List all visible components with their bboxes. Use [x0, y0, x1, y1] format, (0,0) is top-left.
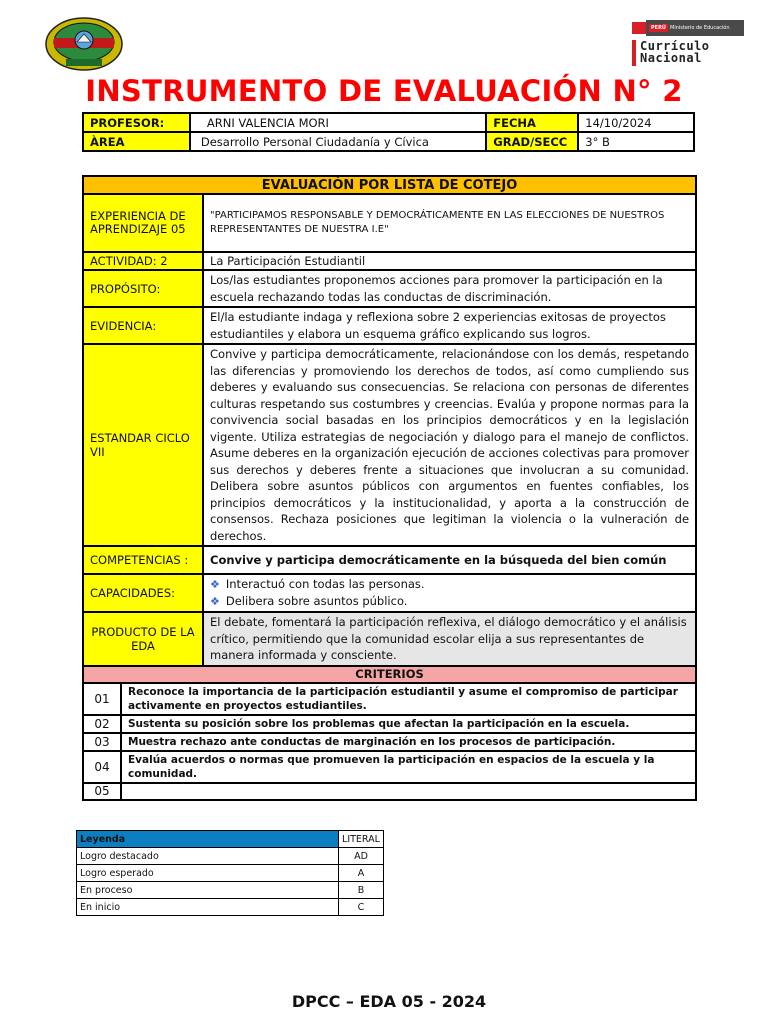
evidencia-label: EVIDENCIA:: [83, 307, 203, 344]
logo-accent-bar: [632, 40, 636, 66]
ministry-banner: PERÚ Ministerio de Educación: [646, 20, 744, 36]
school-crest-logo: [44, 16, 124, 72]
capacidades-label: CAPACIDADES:: [83, 574, 203, 612]
legend-label: Logro destacado: [77, 848, 339, 865]
competencias-value: Convive y participa democráticamente en la búsqueda del bien común: [203, 546, 696, 574]
criterio-text: Evalúa acuerdos o normas que promueven la participación en espacios de la escuela y la comunidad.: [121, 751, 696, 783]
evaluation-table: [82, 175, 697, 801]
fecha-value: 14/10/2024: [578, 113, 694, 132]
legend-literal: C: [339, 899, 384, 916]
legend-row: [77, 865, 384, 882]
area-label: ÀREA: [83, 132, 190, 151]
legend-label: En proceso: [77, 882, 339, 899]
producto-value: El debate, fomentará la participación reflexiva, el diálogo democrático y el análisis crítico, permitiendo que la comunidad escolar elija a sus representantes de manera informada y consciente.: [203, 612, 696, 666]
area-value: Desarrollo Personal Ciudadanía y Cívica: [190, 132, 486, 151]
criterio-number: 04: [83, 751, 121, 783]
diamond-bullet-icon: ❖: [210, 595, 220, 608]
criterio-row: [83, 783, 696, 800]
legend-literal-header: LITERAL: [339, 831, 384, 848]
producto-label: PRODUCTO DE LA EDA: [83, 612, 203, 666]
criterio-row: [83, 715, 696, 733]
criterio-number: 03: [83, 733, 121, 751]
header-info-table: [82, 112, 695, 152]
capacidades-list: [203, 574, 696, 612]
proposito-value: Los/las estudiantes proponemos acciones para promover la participación en la escuela rechazando todas las conductas de discriminación.: [203, 270, 696, 307]
legend-label: Logro esperado: [77, 865, 339, 882]
capacidad-item: ❖ Interactuó con todas las personas.: [210, 577, 425, 591]
legend-table: [76, 830, 384, 916]
legend-label: En inicio: [77, 899, 339, 916]
criterio-text: Sustenta su posición sobre los problemas que afectan la participación en la escuela.: [121, 715, 696, 733]
legend-row: [77, 899, 384, 916]
document-title: INSTRUMENTO DE EVALUACIÓN N° 2: [85, 74, 683, 108]
capacidad-item: ❖ Delibera sobre asuntos público.: [210, 594, 408, 608]
criterio-number: 01: [83, 683, 121, 715]
legend-row: [77, 848, 384, 865]
evaluation-heading: EVALUACIÓN POR LISTA DE COTEJO: [83, 176, 696, 194]
fecha-label: FECHA: [486, 113, 578, 132]
profesor-label: PROFESOR:: [83, 113, 190, 132]
estandar-label: ESTANDAR CICLO VII: [83, 344, 203, 546]
criterio-row: [83, 733, 696, 751]
criterio-text: Muestra rechazo ante conductas de marginación en los procesos de participación.: [121, 733, 696, 751]
actividad-label: ACTIVIDAD: 2: [83, 252, 203, 270]
criterio-text: [121, 783, 696, 800]
experiencia-value: "PARTICIPAMOS RESPONSABLE Y DEMOCRÁTICAMENTE EN LAS ELECCIONES DE NUESTROS REPRESENTANTES DE NUESTRA I.E": [203, 194, 696, 252]
legend-literal: B: [339, 882, 384, 899]
experiencia-label: EXPERIENCIA DE APRENDIZAJE 05: [83, 194, 203, 252]
criterio-row: [83, 683, 696, 715]
criterio-number: 05: [83, 783, 121, 800]
peru-flag-icon: [632, 22, 646, 34]
criterio-number: 02: [83, 715, 121, 733]
footer-text: DPCC – EDA 05 - 2024: [291, 992, 487, 1011]
legend-literal: AD: [339, 848, 384, 865]
legend-row: [77, 882, 384, 899]
logo-text: Currículo Nacional: [640, 39, 710, 65]
estandar-value: Convive y participa democráticamente, relacionándose con los demás, respetando las diferencias y promoviendo los derechos de todos, así como cumpliendo sus deberes y evaluando sus consecuencias. Se relaciona con personas de diferentes culturas respetando sus costumbres y creencias. Evalúa y propone normas para la convivencia social basadas en los principios democráticos y en la legislación vigente. Utiliza estrategias de negociación y dialogo para el manejo de conflictos. Asume deberes en la organización ejecución de acciones colectivas para promover sus derechos y deberes frente a situaciones que involucran a su comunidad. Delibera sobre asuntos públicos con argumentos en fuentes confiables, los principios democráticos y la institucionalidad, y aporta a la construcción de consensos. Rechaza posiciones que legitiman la violencia o la vulneración de derechos.: [203, 344, 696, 546]
legend-header: Leyenda: [77, 831, 339, 848]
curriculo-nacional-logo: [632, 18, 744, 68]
grad-value: 3° B: [578, 132, 694, 151]
grad-label: GRAD/SECC: [486, 132, 578, 151]
legend-literal: A: [339, 865, 384, 882]
diamond-bullet-icon: ❖: [210, 578, 220, 591]
competencias-label: COMPETENCIAS :: [83, 546, 203, 574]
profesor-value: ARNI VALENCIA MORI: [190, 113, 486, 132]
evidencia-value: El/la estudiante indaga y reflexiona sobre 2 experiencias exitosas de proyectos estudiantiles y elabora un esquema gráfico explicando sus logros.: [203, 307, 696, 344]
criterio-row: [83, 751, 696, 783]
proposito-label: PROPÓSITO:: [83, 270, 203, 307]
criterio-text: Reconoce la importancia de la participación estudiantil y asume el compromiso de participar activamente en proyectos estudiantiles.: [121, 683, 696, 715]
actividad-value: La Participación Estudiantil: [203, 252, 696, 270]
criterios-heading: CRITERIOS: [83, 666, 696, 683]
